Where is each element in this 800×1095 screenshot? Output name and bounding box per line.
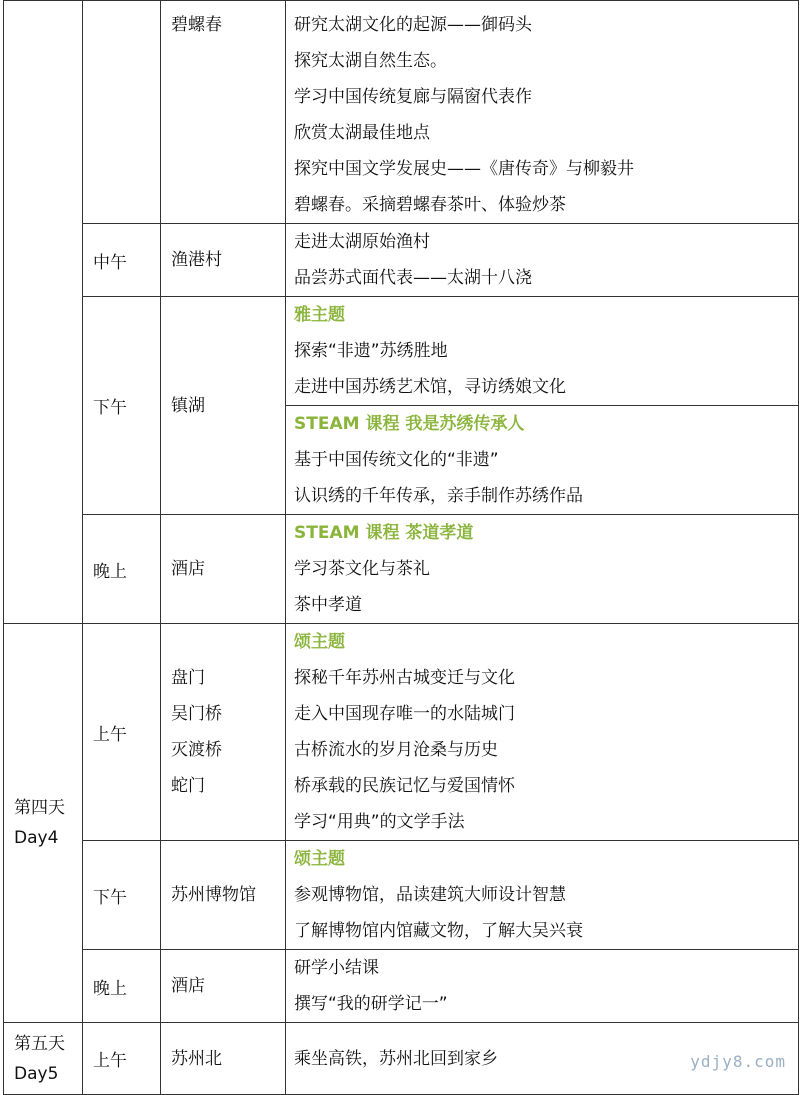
table-row [4,1023,799,1095]
time-cell: 上午 [83,1023,161,1095]
activity-line: 走入中国现存唯一的水陆城门 [294,704,515,724]
activity-line: 桥承载的民族记忆与爱国情怀 [294,776,515,796]
time-cell: 晚上 [83,950,161,1023]
activity-line: 走进中国苏绣艺术馆，寻访绣娘文化 [294,377,566,397]
activity-line: 茶中孝道 [294,595,362,615]
place-cell: 盘门 吴门桥 灭渡桥 蛇门 [161,624,286,841]
table-row [4,950,799,1023]
theme-label: 颂主题 [294,849,345,869]
time-cell [83,1,161,224]
time-cell: 下午 [83,297,161,515]
theme-label: STEAM 课程 我是苏绣传承人 [286,405,798,442]
day-label-en: Day4 [14,828,59,848]
activity-line: 探究中国文学发展史——《唐传奇》与柳毅井 [294,159,634,179]
place-cell: 镇湖 [161,297,286,515]
activity-line: 参观博物馆，品读建筑大师设计智慧 [294,885,566,905]
day-cell-prev [4,1,83,624]
content-cell [286,224,799,297]
theme-label: STEAM 课程 茶道孝道 [294,523,474,543]
activity-line: 欣赏太湖最佳地点 [294,123,430,143]
activity-line: 探究太湖自然生态。 [294,51,447,71]
activity-line: 了解博物馆内馆藏文物，了解大吴兴衰 [294,921,583,941]
place-cell: 酒店 [161,950,286,1023]
time-cell: 中午 [83,224,161,297]
place-cell: 苏州博物馆 [161,841,286,950]
table-row [4,224,799,297]
activity-line: 探索“非遗”苏绣胜地 [294,341,448,361]
activity-line: 品尝苏式面代表——太湖十八浇 [294,268,532,288]
table-row [4,515,799,624]
place-cell: 苏州北 [161,1023,286,1095]
activity-line: 研究太湖文化的起源——御码头 [294,15,532,35]
place-cell: 渔港村 [161,224,286,297]
table-row [4,624,799,841]
activity-line: 走进太湖原始渔村 [294,232,430,252]
activity-line: 碧螺春。采摘碧螺春茶叶、体验炒茶 [294,195,566,215]
time-cell: 上午 [83,624,161,841]
activity-line: 乘坐高铁，苏州北回到家乡 [294,1048,498,1069]
content-cell [286,1,799,224]
table-row [4,1,799,224]
day-label-cn: 第四天 [14,798,65,818]
activity-line: 学习中国传统复廊与隔窗代表作 [294,87,532,107]
theme-label: 颂主题 [294,632,345,652]
activity-line: 认识绣的千年传承，亲手制作苏绣作品 [294,486,583,506]
day-label-en: Day5 [14,1063,59,1084]
theme-label: 雅主题 [294,305,345,325]
day-label-cn: 第五天 [14,1033,65,1054]
activity-line: 学习“用典”的文学手法 [294,812,465,832]
activity-line: 基于中国传统文化的“非遗” [294,450,499,470]
watermark: ydjy8.com [690,1052,786,1071]
place-cell: 酒店 [161,515,286,624]
itinerary-table [3,0,799,1095]
content-cell [286,841,799,950]
content-cell [286,515,799,624]
activity-line: 学习茶文化与茶礼 [294,559,430,579]
content-cell [286,624,799,841]
content-cell [286,950,799,1023]
content-cell [286,297,799,515]
place-cell: 碧螺春 [161,1,286,224]
table-row [4,841,799,950]
activity-line: 古桥流水的岁月沧桑与历史 [294,740,498,760]
time-cell: 晚上 [83,515,161,624]
day-cell-day4 [4,624,83,1023]
activity-line: 研学小结课 [294,958,379,978]
activity-line: 探秘千年苏州古城变迁与文化 [294,668,515,688]
time-cell: 下午 [83,841,161,950]
day-cell-day5 [4,1023,83,1095]
table-row [4,297,799,515]
activity-line: 撰写“我的研学记一” [294,994,448,1014]
